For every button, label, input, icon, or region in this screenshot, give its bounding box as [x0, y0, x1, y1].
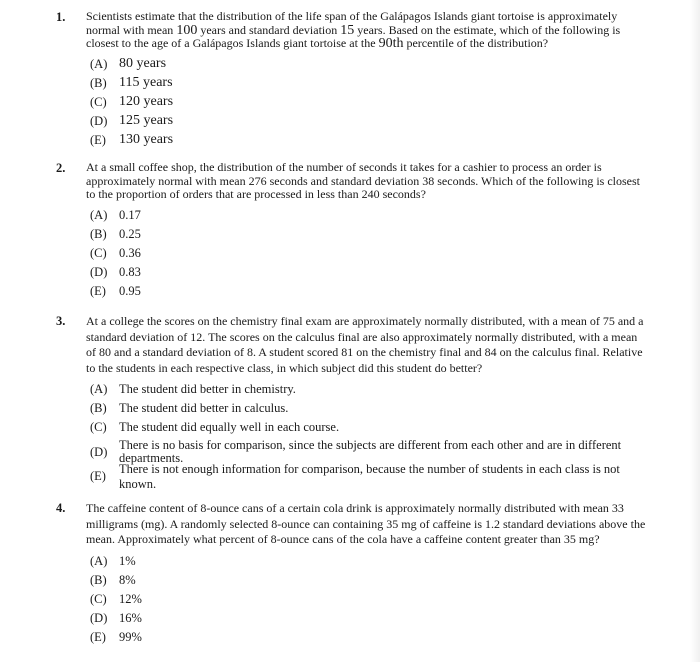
- answer-choice[interactable]: [90, 131, 646, 150]
- choice-label: (D): [90, 444, 108, 459]
- choice-text: The student did equally well in each course.: [119, 420, 340, 434]
- answer-choices: [90, 552, 646, 647]
- choice-label: (C): [90, 245, 107, 260]
- choice-text: 12%: [119, 591, 142, 606]
- choice-text: 115 years: [119, 75, 173, 90]
- answer-choice[interactable]: [90, 55, 646, 74]
- answer-choices: [90, 380, 646, 491]
- stem-text: Scientists estimate that the distribution of the life span of the Galápagos Islands giant tortoise is approximately normal with mean: [86, 9, 618, 37]
- choice-text: 130 years: [119, 132, 174, 147]
- question-stem: [86, 10, 646, 51]
- question-4: [56, 501, 646, 647]
- answer-choice[interactable]: [90, 112, 646, 131]
- choice-label: (E): [90, 629, 106, 644]
- choice-label: (B): [90, 401, 107, 415]
- choice-label: (E): [90, 469, 106, 483]
- stem-text: 15: [340, 22, 355, 38]
- question-stem: At a small coffee shop, the distribution of the number of seconds it takes for a cashier to process an order is approximately normal with mean 276 seconds and standard deviation 38 seconds. Which of the following is closest to the proportion of orders that are processed in less than 240 seconds?: [86, 160, 640, 201]
- answer-choice[interactable]: [90, 206, 646, 225]
- answer-choice[interactable]: [90, 552, 646, 571]
- stem-text: 90th: [378, 36, 404, 51]
- choice-text: The student did better in chemistry.: [119, 382, 296, 396]
- question-2: [56, 161, 646, 301]
- question-number: 3.: [56, 314, 66, 328]
- answer-choices: [90, 55, 646, 150]
- answer-choice[interactable]: [90, 418, 646, 437]
- choice-text: 125 years: [119, 113, 174, 128]
- question-number: 1.: [56, 10, 66, 24]
- choice-text: The student did better in calculus.: [119, 401, 289, 415]
- choice-label: (D): [90, 610, 108, 625]
- choice-label: (C): [90, 420, 107, 434]
- choice-label: (B): [90, 226, 107, 241]
- choice-label: (B): [90, 75, 107, 90]
- answer-choice[interactable]: [90, 571, 646, 590]
- answer-choice[interactable]: [90, 282, 646, 301]
- question-3: [56, 314, 646, 491]
- choice-text: 1%: [119, 553, 136, 568]
- choice-text: 0.83: [119, 264, 141, 279]
- choice-text: 80 years: [119, 56, 167, 71]
- answer-choice[interactable]: [90, 399, 646, 418]
- choice-label: (D): [90, 264, 108, 279]
- answer-choice[interactable]: [90, 263, 646, 282]
- choice-label: (A): [90, 207, 108, 222]
- choice-label: (B): [90, 572, 107, 587]
- stem-text: percentile of the distribution?: [403, 36, 549, 50]
- answer-choice[interactable]: [90, 380, 646, 399]
- answer-choice[interactable]: [90, 225, 646, 244]
- stem-text: years and standard deviation: [197, 22, 341, 37]
- answer-choice[interactable]: [90, 628, 646, 647]
- question-number: 2.: [56, 161, 66, 175]
- question-1: [56, 10, 646, 150]
- answer-choice[interactable]: [90, 244, 646, 263]
- choice-label: (A): [90, 56, 108, 71]
- answer-choice[interactable]: [90, 93, 646, 112]
- choice-label: (C): [90, 94, 107, 109]
- stem-text: 100: [176, 22, 198, 38]
- choice-text: 0.95: [119, 283, 141, 298]
- question-number: 4.: [56, 501, 66, 515]
- choice-label: (D): [90, 113, 108, 128]
- choice-text: 99%: [119, 629, 142, 644]
- choice-text: 16%: [119, 610, 142, 625]
- choice-text: 120 years: [119, 94, 174, 109]
- choice-text: There is not enough information for comparison, because the number of students in each class is not known.: [119, 461, 620, 491]
- choice-text: 0.25: [119, 226, 141, 241]
- choice-text: There is no basis for comparison, since the subjects are different from each other and are in different departments.: [119, 438, 622, 465]
- answer-choice[interactable]: [90, 590, 646, 609]
- choice-label: (E): [90, 132, 106, 147]
- question-stem: At a college the scores on the chemistry final exam are approximately normally distributed, with a mean of 75 and a standard deviation of 12. The scores on the calculus final are also approximately normally distributed, with a mean of 80 and a standard deviation of 8. A student scored 81 on the chemistry final and 84 on the calculus final. Relative to the students in each respective class, in which subject did this student do better?: [86, 314, 644, 375]
- choice-text: 8%: [119, 572, 136, 587]
- answer-choice[interactable]: [90, 74, 646, 93]
- stem-text: years. Based on the estimate, which of the following is closest to the age of a Galápagos Islands giant tortoise at the: [86, 22, 621, 50]
- question-stem: The caffeine content of 8-ounce cans of a certain cola drink is approximately normally distributed with mean 33 milligrams (mg). A randomly selected 8-ounce can containing 35 mg of caffeine is 1.2 standard deviations above the mean. Approximately what percent of 8-ounce cans of the cola have a caffeine content greater than 35 mg?: [86, 501, 646, 546]
- choice-label: (A): [90, 382, 108, 396]
- answer-choice[interactable]: [90, 461, 646, 491]
- answer-choice[interactable]: [90, 609, 646, 628]
- choice-label: (A): [90, 553, 108, 568]
- choice-label: (C): [90, 591, 107, 606]
- choice-text: 0.36: [119, 245, 141, 260]
- answer-choices: [90, 206, 646, 301]
- choice-label: (E): [90, 283, 106, 298]
- choice-text: 0.17: [119, 207, 141, 222]
